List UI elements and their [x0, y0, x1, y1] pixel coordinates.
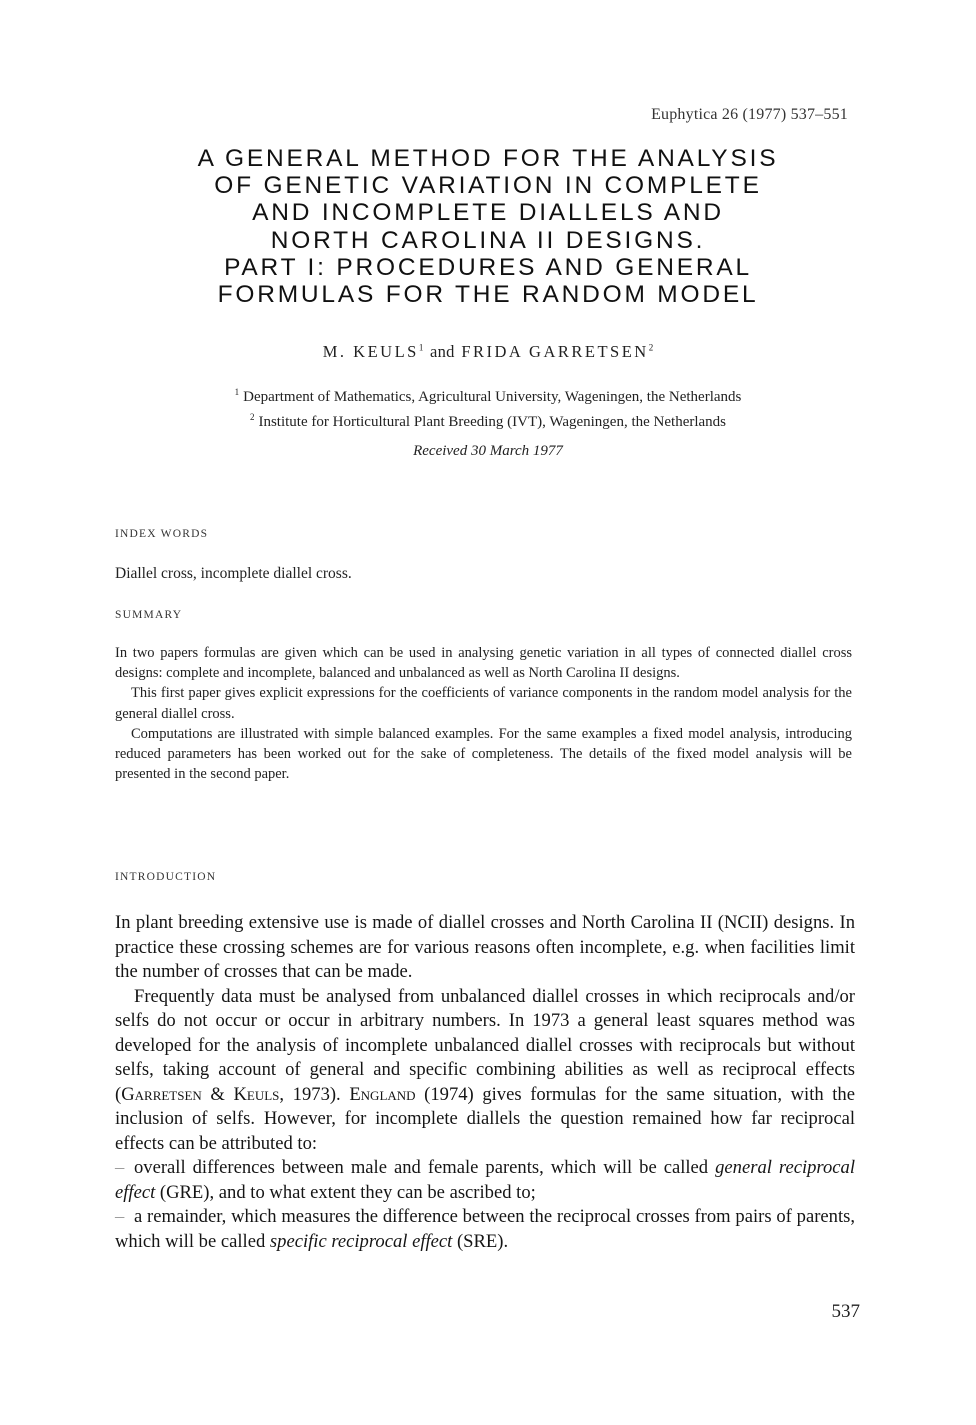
summary-body [115, 643, 852, 784]
affiliation-mark: 2 [249, 412, 255, 422]
summary-paragraph: This first paper gives explicit expressions for the coefficients of variance components in the random model analysis for the general diallel cross. [115, 685, 852, 722]
defined-term: specific reciprocal effect [269, 1230, 453, 1252]
title-line: NORTH CAROLINA II DESIGNS. [270, 226, 706, 254]
introduction-paragraph-1: In plant breeding extensive use is made of diallel crosses and North Carolina II (NCII) designs. In practice these crossing schemes are for various reasons often incomplete, e.g. when facilities limit the number of crosses that can be made. [115, 912, 855, 982]
author-1-affiliation-mark: 1 [418, 342, 424, 353]
list-dash: – [115, 1206, 125, 1227]
summary-paragraph: Computations are illustrated with simple balanced examples. For the same examples a fixed model analysis, introducing reduced parameters has been worked out for the sake of completeness. The details of the fixed model analysis will be presented in the second paper. [115, 725, 852, 783]
text-run: (GRE), and to what extent they can be ascribed to; [155, 1181, 536, 1203]
introduction-body [115, 911, 855, 1254]
journal-citation: Euphytica 26 (1977) 537–551 [651, 106, 848, 123]
text-run: (1974) gives formulas for the same situation, with the inclusion of selfs. However, for incomplete diallels the question remained how far reciprocal effects can be attributed to: [115, 1083, 855, 1154]
summary-paragraph: In two papers formulas are given which can be used in analysing genetic variation in all types of connected diallel cross designs: complete and incomplete, balanced and unbalanced as well as North Carolina II designs. [115, 645, 852, 682]
affiliations [0, 382, 976, 432]
summary-heading: SUMMARY [115, 609, 183, 621]
received-date: Received 30 March 1977 [413, 443, 563, 459]
index-words-text: Diallel cross, incomplete diallel cross. [115, 565, 352, 582]
text-run: , 1973). [279, 1083, 350, 1105]
page-number: 537 [831, 1301, 860, 1322]
author-2-affiliation-mark: 2 [648, 342, 654, 353]
affiliation-text: Department of Mathematics, Agricultural University, Wageningen, the Netherlands [243, 389, 742, 405]
affiliation-text: Institute for Horticultural Plant Breeding (IVT), Wageningen, the Netherlands [258, 414, 727, 430]
affiliation-2 [0, 407, 976, 432]
author-line [0, 342, 976, 362]
article-title [100, 145, 876, 308]
text-run: overall differences between male and female parents, which will be called [134, 1157, 716, 1178]
index-words-heading: INDEX WORDS [115, 528, 209, 540]
citation-author: Garretsen [121, 1083, 202, 1105]
list-dash: – [115, 1157, 125, 1178]
citation-author: Keuls [233, 1083, 280, 1105]
introduction-heading: INTRODUCTION [115, 871, 217, 883]
title-line: PART I: PROCEDURES AND GENERAL [224, 253, 752, 281]
introduction-paragraph-2 [115, 985, 855, 1157]
title-line: AND INCOMPLETE DIALLELS AND [252, 199, 724, 227]
citation-author: England [349, 1083, 416, 1105]
list-item [115, 1205, 855, 1254]
affiliation-1 [0, 382, 976, 407]
text-run: a remainder, which measures the difference between the reciprocal crosses from pairs of parents, which will be called [115, 1206, 855, 1252]
text-run: & [201, 1083, 234, 1105]
text-run: (SRE). [452, 1230, 509, 1252]
title-line: OF GENETIC VARIATION IN COMPLETE [214, 172, 762, 200]
defined-term: general reciprocal effect [115, 1157, 855, 1203]
title-line: FORMULAS FOR THE RANDOM MODEL [217, 281, 759, 309]
list-item [115, 1156, 855, 1205]
title-line: A GENERAL METHOD FOR THE ANALYSIS [197, 145, 779, 172]
text-run: Frequently data must be analysed from unbalanced diallel crosses in which reciprocals and/or selfs do not occur or occur in arbitrary numbers. In 1973 a general least squares method was developed for the analysis of incomplete unbalanced diallel crosses with reciprocals but without selfs, taking account of general and specific combining abilities as well as reciprocal effects ( [115, 985, 855, 1105]
affiliation-mark: 1 [234, 387, 240, 397]
author-conjunction: and [429, 342, 455, 361]
author-name-2: FRIDA GARRETSEN [461, 342, 649, 361]
author-name-1: M. KEULS [322, 342, 419, 361]
